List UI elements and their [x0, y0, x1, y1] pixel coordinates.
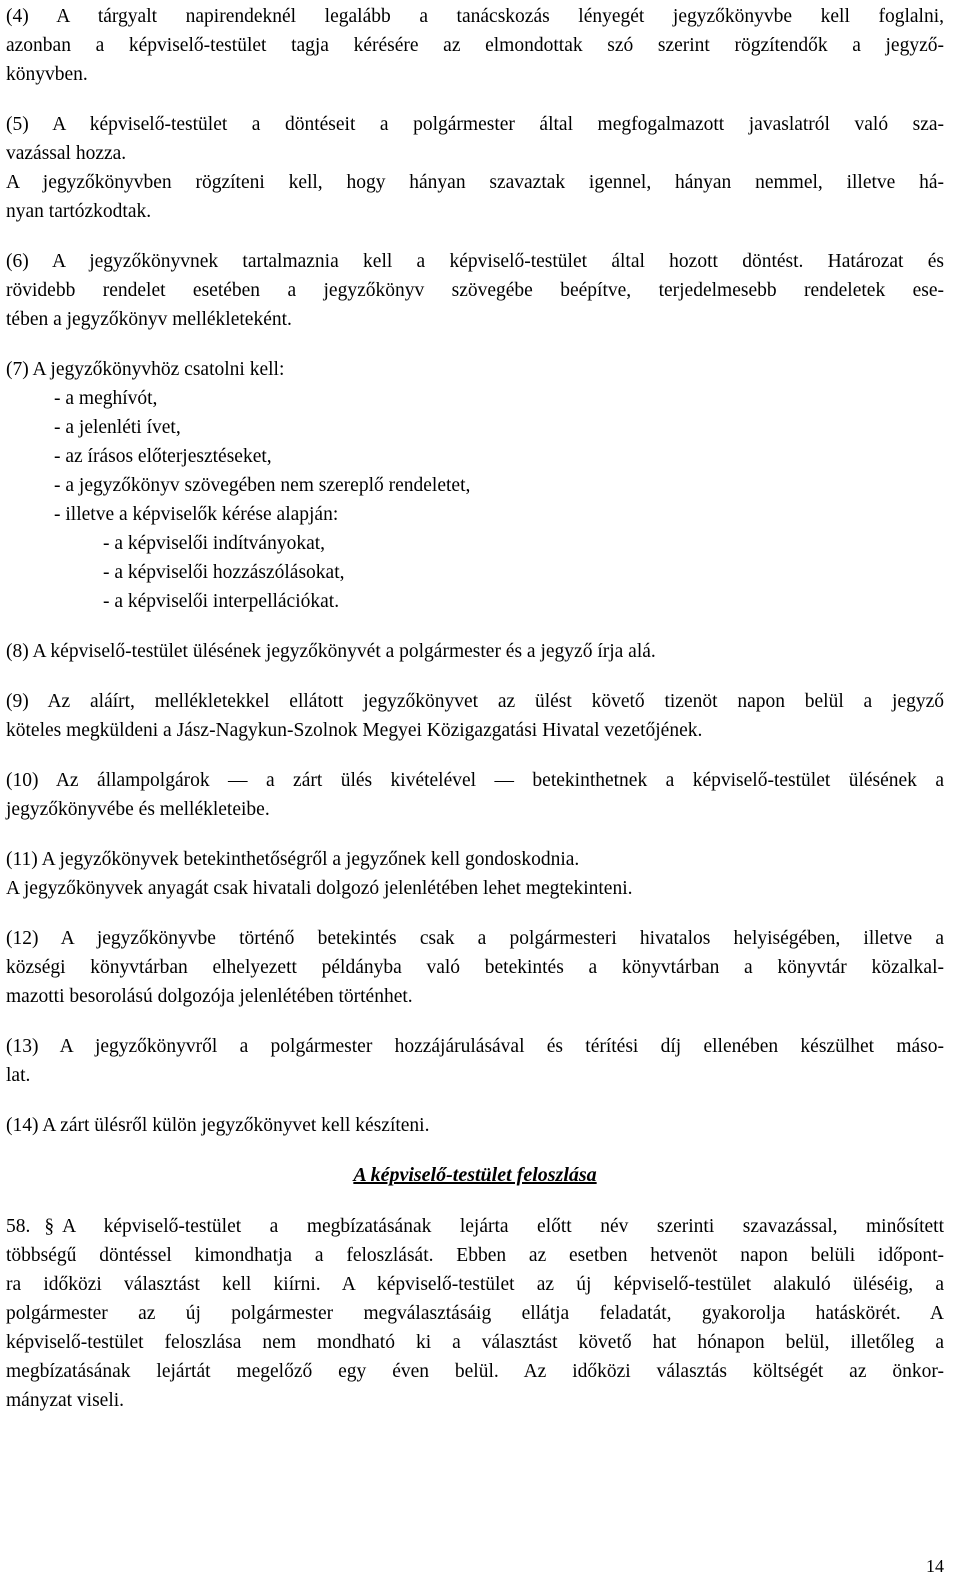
paragraph-line: nyan tartózkodtak.	[6, 201, 152, 222]
paragraph-line: megbízatásának lejártát megelőző egy éven belül. Az időközi választás költségét az önkor-	[6, 1361, 944, 1382]
section-sign: §	[44, 1216, 55, 1237]
paragraph-line: (13) A jegyzőkönyvről a polgármester hozzájárulásával és térítési díj ellenében készülhet máso-	[6, 1036, 944, 1057]
paragraph-line: többségű döntéssel kimondhatja a feloszlását. Ebben az esetben hetvenöt napon belüli időpont-	[6, 1245, 944, 1266]
paragraph-10	[6, 766, 944, 824]
list-intro: (7) A jegyzőkönyvhöz csatolni kell:	[6, 359, 285, 380]
list-item: - a meghívót,	[54, 388, 158, 409]
paragraph-line: rövidebb rendelet esetében a jegyzőkönyv szövegébe beépítve, terjedelmesebb rendeletek ese-	[6, 280, 944, 301]
paragraph-line: (5) A képviselő-testület a döntéseit a polgármester által megfogalmazott javaslatról való sza-	[6, 114, 944, 135]
paragraph-4	[6, 2, 944, 89]
paragraph-9	[6, 687, 944, 745]
article-number: 58.	[6, 1216, 31, 1237]
paragraph-6	[6, 247, 944, 334]
paragraph-line: könyvben.	[6, 64, 88, 85]
article-text: A képviselő-testület a megbízatásának lejárta előtt név szerinti szavazással, minősített	[62, 1216, 944, 1237]
paragraph-11	[6, 845, 944, 903]
list-item: - illetve a képviselők kérése alapján:	[54, 504, 339, 525]
paragraph-line: mányzat viseli.	[6, 1390, 125, 1411]
paragraph-line: polgármester az új polgármester megválasztásáig ellátja feladatát, gyakorolja hatáskörét. A	[6, 1303, 944, 1324]
paragraph-line: (14) A zárt ülésről külön jegyzőkönyvet kell készíteni.	[6, 1115, 430, 1136]
list-item: - a jegyzőkönyv szövegében nem szereplő rendeletet,	[54, 475, 471, 496]
paragraph-line: A jegyzőkönyvben rögzíteni kell, hogy hányan szavaztak igennel, hányan nemmel, illetve há-	[6, 172, 944, 193]
paragraph-line: azonban a képviselő-testület tagja kérésére az elmondottak szó szerint rögzítendők a jegyző-	[6, 35, 944, 56]
list-subitem: - a képviselői interpellációkat.	[103, 591, 340, 612]
paragraph-line: mazotti besorolású dolgozója jelenlétében történhet.	[6, 986, 413, 1007]
paragraph-14	[6, 1111, 944, 1140]
paragraph-line: vazással hozza.	[6, 143, 127, 164]
paragraph-line: (4) A tárgyalt napirendeknél legalább a tanácskozás lényegét jegyzőkönyvbe kell foglalni,	[6, 6, 944, 27]
paragraph-line: (12) A jegyzőkönyvbe történő betekintés csak a polgármesteri hivatalos helyiségében, illetve a	[6, 928, 944, 949]
paragraph-line: A jegyzőkönyvek anyagát csak hivatali dolgozó jelenlétében lehet megtekinteni.	[6, 878, 633, 899]
paragraph-line: (6) A jegyzőkönyvnek tartalmaznia kell a képviselő-testület által hozott döntést. Határozat és	[6, 251, 944, 272]
paragraph-line: lat.	[6, 1065, 31, 1086]
paragraph-line: köteles megküldeni a Jász-Nagykun-Szolnok Megyei Közigazgatási Hivatal vezetőjének.	[6, 720, 703, 741]
paragraph-line: (11) A jegyzőkönyvek betekinthetőségről a jegyzőnek kell gondoskodnia.	[6, 849, 580, 870]
list-subitem: - a képviselői indítványokat,	[103, 533, 326, 554]
list-item: - a jelenléti ívet,	[54, 417, 181, 438]
paragraph-line: községi könyvtárban elhelyezett példányba való betekintés a könyvtárban a könyvtár közalkal-	[6, 957, 944, 978]
article-58	[6, 1212, 944, 1415]
paragraph-line: (8) A képviselő-testület ülésének jegyzőkönyvét a polgármester és a jegyző írja alá.	[6, 641, 656, 662]
list-subitem: - a képviselői hozzászólásokat,	[103, 562, 345, 583]
page-number: 14	[926, 1556, 944, 1576]
paragraph-line: (9) Az aláírt, mellékletekkel ellátott jegyzőkönyvet az ülést követő tizenöt napon belül a jegyző	[6, 691, 944, 712]
paragraph-5	[6, 110, 944, 226]
list-item: - az írásos előterjesztéseket,	[54, 446, 272, 467]
section-heading: A képviselő-testület feloszlása	[353, 1164, 597, 1186]
paragraph-line: ra időközi választást kell kiírni. A képviselő-testület az új képviselő-testület alakuló üléséig, a	[6, 1274, 944, 1295]
paragraph-line: tében a jegyzőkönyv mellékleteként.	[6, 309, 292, 330]
paragraph-line: jegyzőkönyvébe és mellékleteibe.	[6, 799, 270, 820]
paragraph-8	[6, 637, 944, 666]
article-first-line	[6, 1212, 944, 1241]
paragraph-line: képviselő-testület feloszlása nem mondható ki a választást követő hat hónapon belül, illetőleg a	[6, 1332, 944, 1353]
paragraph-12	[6, 924, 944, 1011]
paragraph-13	[6, 1032, 944, 1090]
paragraph-line: (10) Az állampolgárok — a zárt ülés kivételével — betekinthetnek a képviselő-testület ülésének a	[6, 770, 944, 791]
document-page	[6, 2, 944, 1436]
paragraph-7-list	[6, 355, 944, 616]
